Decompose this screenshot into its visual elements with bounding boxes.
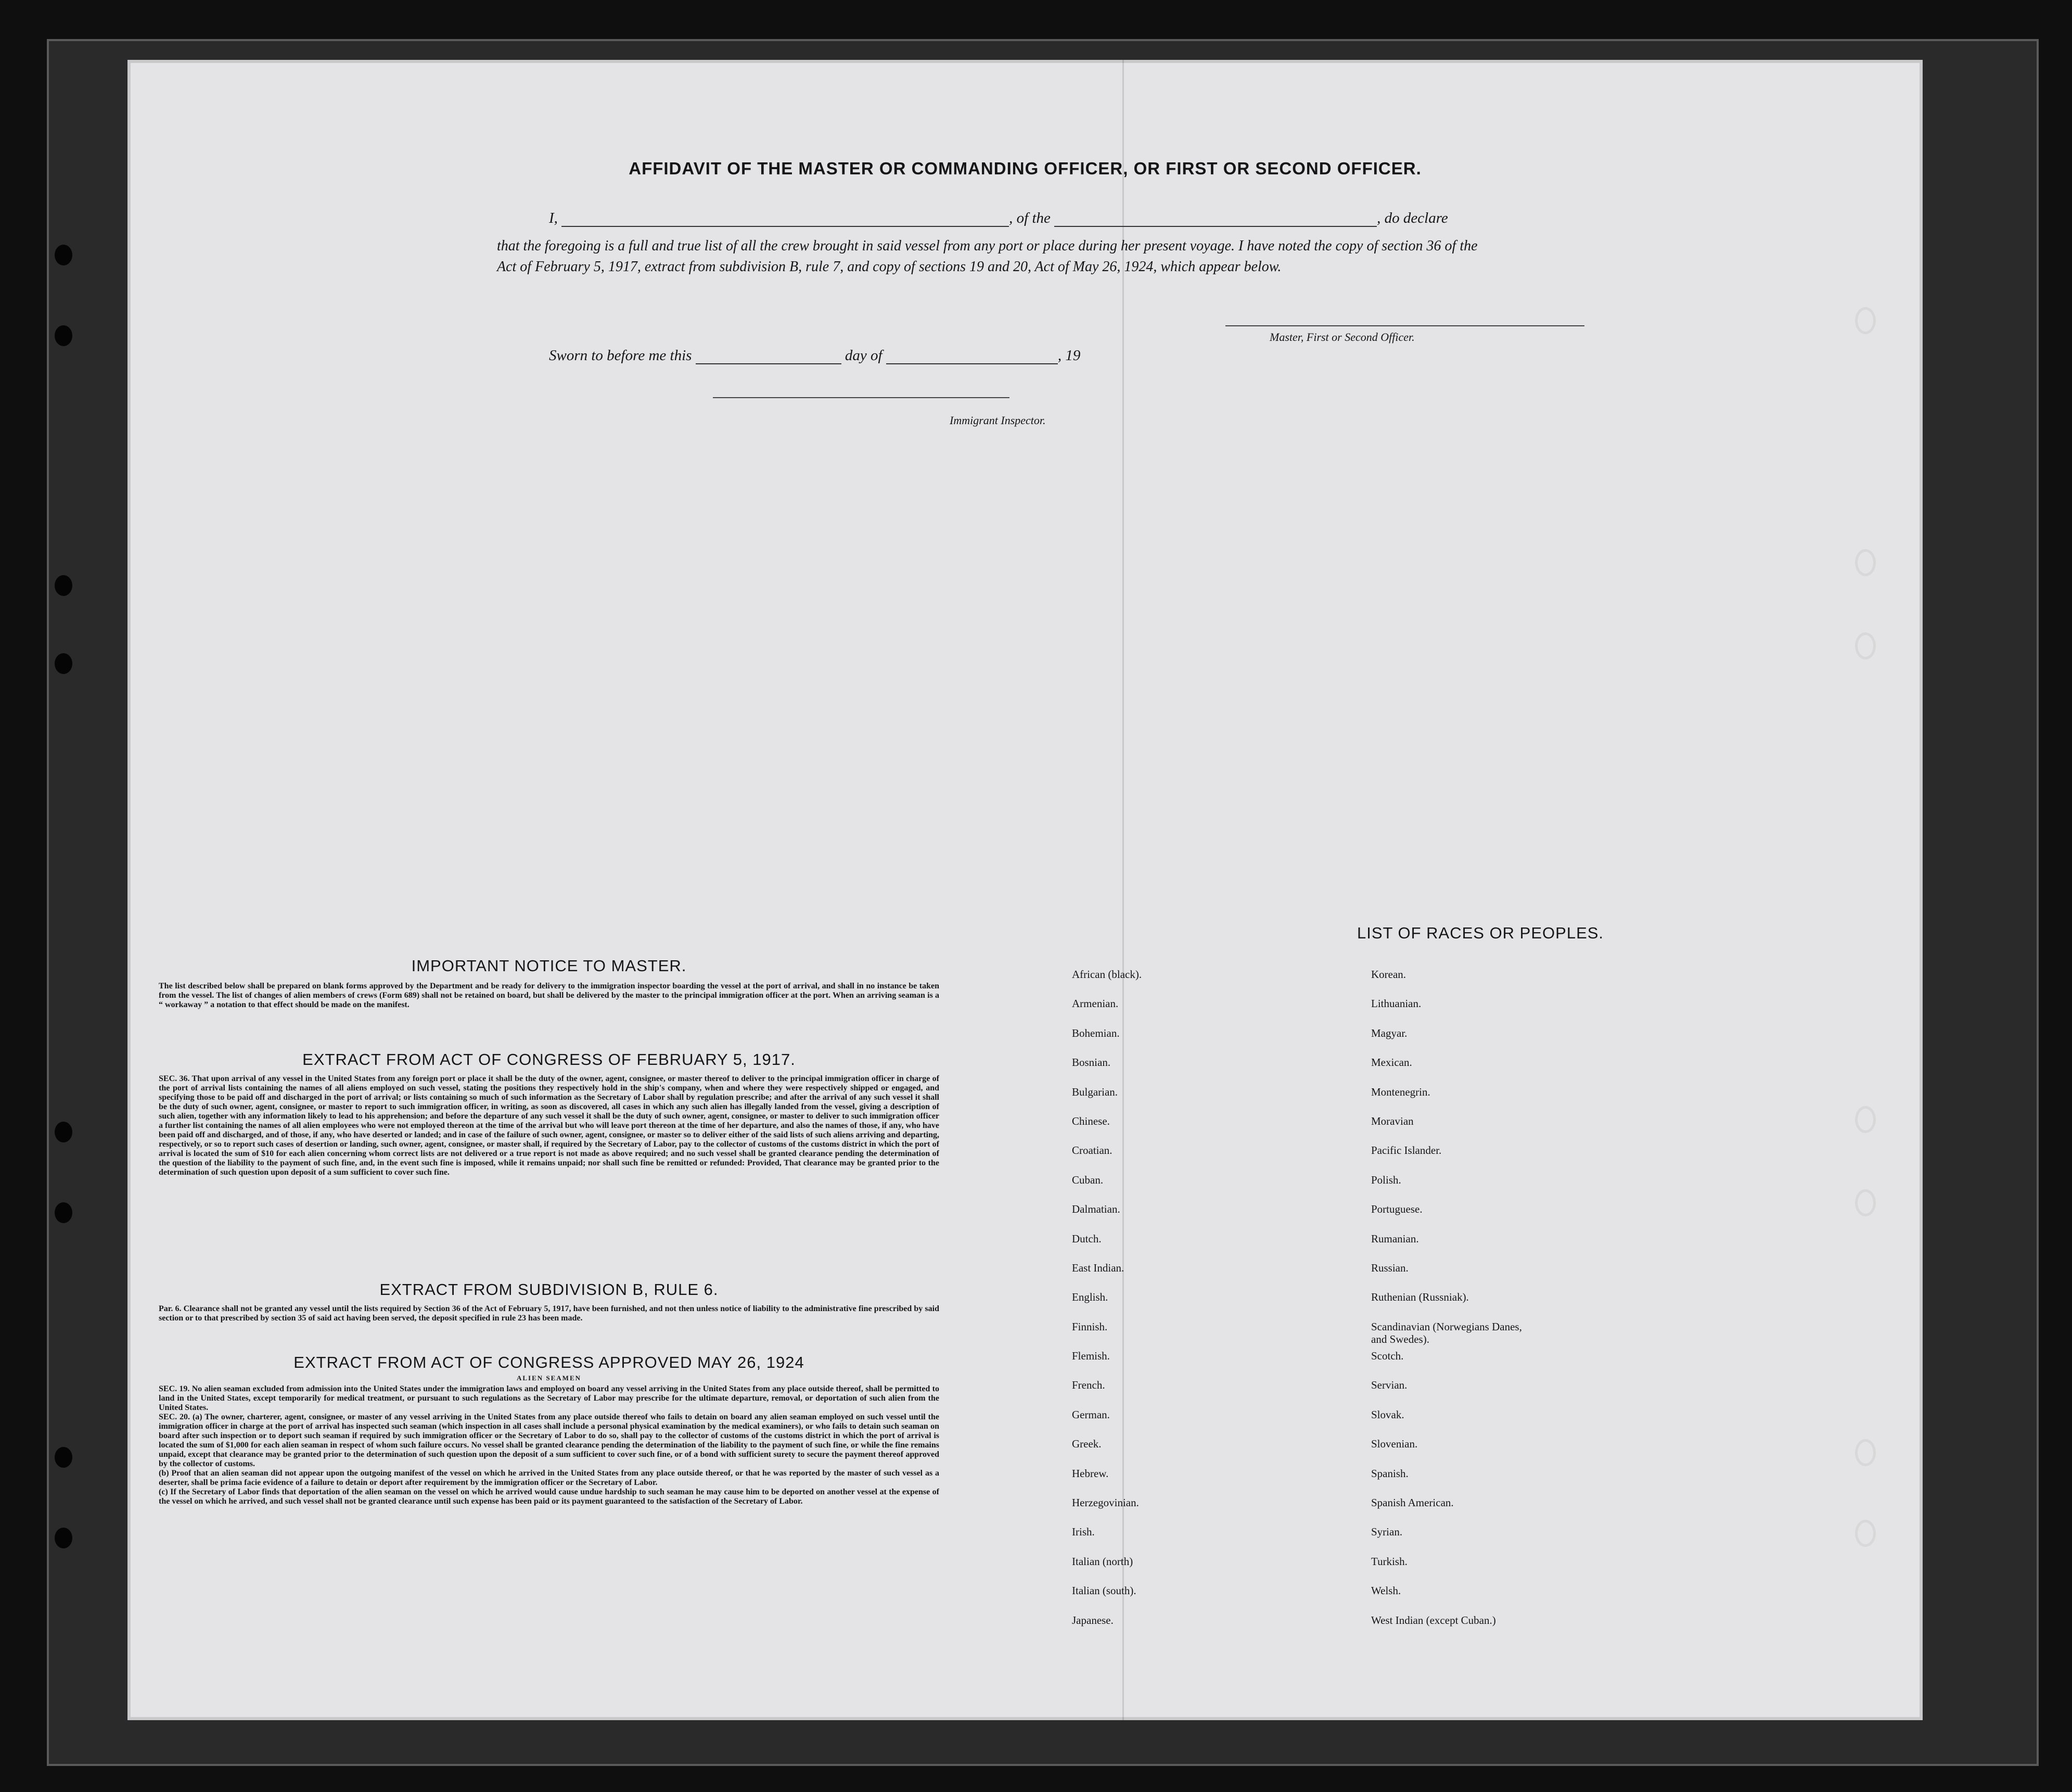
manifest-page	[127, 60, 1923, 1720]
race-item: Syrian.	[1371, 1526, 1403, 1539]
sworn-month-blank[interactable]	[886, 363, 1058, 364]
race-item: Irish.	[1072, 1526, 1095, 1539]
race-item: Dalmatian.	[1072, 1203, 1120, 1216]
race-item: Moravian	[1371, 1114, 1414, 1127]
binder-hole	[55, 1528, 72, 1548]
binder-hole	[55, 1447, 72, 1468]
race-item: Flemish.	[1072, 1350, 1110, 1363]
binder-hole	[55, 1122, 72, 1142]
race-item: Herzegovinian.	[1072, 1496, 1139, 1509]
race-item: Italian (south).	[1072, 1584, 1136, 1597]
race-item: Russian.	[1371, 1261, 1409, 1274]
race-item: German.	[1072, 1408, 1110, 1421]
race-item: Scandinavian (Norwegians Danes, and Swedes).	[1371, 1320, 1522, 1345]
binder-ring	[1855, 307, 1876, 334]
race-item: Scotch.	[1371, 1350, 1404, 1363]
race-item: Bosnian.	[1072, 1056, 1111, 1069]
sworn-day-blank[interactable]	[696, 363, 841, 364]
master-signature-line[interactable]	[1225, 325, 1584, 326]
extract-1924-subtitle: ALIEN SEAMEN	[516, 1374, 582, 1382]
extract-1917-block	[159, 1050, 939, 1177]
races-title: LIST OF RACES OR PEOPLES.	[1357, 924, 1604, 942]
race-item: Finnish.	[1072, 1320, 1108, 1333]
race-item: Polish.	[1371, 1173, 1401, 1186]
binder-ring	[1855, 1189, 1876, 1216]
affidavit-body: that the foregoing is a full and true list of all the crew brought in said vessel from any port or place during her present voyage. I have noted the copy of section 36 of the Act of February 5, 1917, extract from subdivision B, rule 7, and copy of sections 19 and 20, Act of May 26, 1924, which appear below.	[497, 238, 1478, 275]
race-item: Armenian.	[1072, 997, 1119, 1010]
race-item: Welsh.	[1371, 1584, 1401, 1597]
race-item: English.	[1072, 1291, 1108, 1304]
inspector-signature-line[interactable]	[713, 397, 1009, 398]
race-item: Slovenian.	[1371, 1438, 1418, 1451]
sec20c-text: (c) If the Secretary of Labor finds that deportation of the alien seaman on the vessel on which he arrived would cause undue hardship to such seaman he may cause him to be deported on another vessel at the expense of the vessel on which he arrived, and such vessel shall not be granted clearance until such expense has been paid or its payment guaranteed to the satisfaction of the Secretary of Labor.	[159, 1488, 939, 1506]
races-column-2	[1371, 968, 1538, 1643]
race-item: Chinese.	[1072, 1114, 1110, 1127]
notice-block	[159, 957, 939, 1010]
race-item: Spanish American.	[1371, 1496, 1454, 1509]
race-item: Slovak.	[1371, 1408, 1404, 1421]
affidavit-title: AFFIDAVIT OF THE MASTER OR COMMANDING OFFICER, OR FIRST OR SECOND OFFICER.	[629, 159, 1422, 178]
race-item: African (black).	[1072, 968, 1142, 981]
extract-1917-body: SEC. 36. That upon arrival of any vessel in the United States from any foreign port or place it shall be the duty of the owner, agent, consignee, or master thereof to deliver to the principal immigration officer in charge of the port of arrival lists containing the names of all aliens employed on such vessel, stating the positions they respectively hold in the ship's company, when and where they were respectively shipped or engaged, and specifying those to be paid off and discharged in the port of arrival; or lists containing so much of such information as the Secretary of Labor shall by regulation prescribe; and after the arrival of any such vessel it shall be the duty of such owner, agent, consignee, or master to report to such immigration officer, in writing, as soon as discovered, all cases in which any such alien has illegally landed from the vessel, giving a description of such alien, together with any information likely to lead to his apprehension; and before the departure of any such vessel it shall be the duty of such owner, agent, consignee, or master to deliver to such immigration officer a further list containing the names of all alien employees who were not employed thereon at the time of the arrival but who will leave port thereon at the time of her departure, and also the names of those, if any, who have been paid off and discharged, and of those, if any, who have deserted or landed; and in case of the failure of such owner, agent, consignee, or master so to deliver either of the said lists of such aliens arriving and departing, respectively, or so to report such cases of desertion or landing, such owner, agent, consignee, or master shall, if required by the Secretary of Labor, pay to the collector of customs of the customs district in which the port of arrival is located the sum of $10 for each alien concerning whom correct lists are not delivered or a true report is not made as above required; and no such vessel shall be granted clearance pending the determination of the question of the liability to the payment of such fine, and, in the event such fine is imposed, while it remains unpaid; nor shall such fine be remitted or refunded: Provided, That clearance may be granted prior to the determination of such question upon deposit of a sum sufficient to cover such fine.	[159, 1074, 939, 1177]
race-item: East Indian.	[1072, 1261, 1124, 1274]
race-item: Ruthenian (Russniak).	[1371, 1291, 1469, 1304]
race-item: Mexican.	[1371, 1056, 1412, 1069]
of-the-label: , of the	[1009, 210, 1051, 226]
binder-hole	[55, 325, 72, 346]
sec20b-text: (b) Proof that an alien seaman did not appear upon the outgoing manifest of the vessel on which he arrived in the United States from any place outside thereof, or that he was reported by the master of such vessel as a deserter, shall be prima facie evidence of a failure to detain or deport after requirement by the immigration officer or the Secretary of Labor.	[159, 1469, 939, 1487]
race-item: Japanese.	[1072, 1613, 1114, 1626]
inspector-caption: Immigrant Inspector.	[950, 414, 1046, 427]
year-label: , 19	[1057, 347, 1081, 364]
race-item: Bulgarian.	[1072, 1085, 1118, 1098]
binder-ring	[1855, 1439, 1876, 1466]
vessel-blank[interactable]	[1054, 226, 1377, 227]
race-item: Cuban.	[1072, 1173, 1104, 1186]
sworn-label: Sworn to before me this	[549, 347, 692, 364]
binder-ring	[1855, 1106, 1876, 1133]
race-item: Portuguese.	[1371, 1203, 1423, 1216]
binder-ring	[1855, 632, 1876, 659]
races-column-1	[1072, 968, 1142, 1643]
notice-title: IMPORTANT NOTICE TO MASTER.	[411, 957, 687, 975]
race-item: Dutch.	[1072, 1232, 1102, 1245]
extract-rule6-block	[159, 1280, 939, 1323]
race-item: Magyar.	[1371, 1026, 1408, 1039]
race-item: Bohemian.	[1072, 1026, 1120, 1039]
extract-1924-block	[159, 1353, 939, 1506]
race-item: Servian.	[1371, 1379, 1408, 1392]
extract-1917-title: EXTRACT FROM ACT OF CONGRESS OF FEBRUARY 5, 1917.	[302, 1050, 796, 1069]
binder-hole	[55, 653, 72, 674]
race-item: Spanish.	[1371, 1467, 1409, 1480]
sworn-line	[549, 347, 1080, 364]
declaration-line	[549, 210, 1448, 227]
race-item: Turkish.	[1371, 1555, 1408, 1568]
binder-hole	[55, 575, 72, 596]
race-item: Rumanian.	[1371, 1232, 1419, 1245]
race-item: Croatian.	[1072, 1144, 1112, 1157]
name-blank[interactable]	[561, 226, 1009, 227]
binder-hole	[55, 1202, 72, 1223]
race-item: Greek.	[1072, 1438, 1102, 1451]
do-declare-label: , do declare	[1377, 210, 1448, 226]
binder-hole	[55, 245, 72, 265]
binder-ring	[1855, 549, 1876, 576]
notice-body: The list described below shall be prepared on blank forms approved by the Department and be ready for delivery to the immigration inspector boarding the vessel at the port of arrival, and shall in no instance be taken from the vessel. The list of changes of alien members of crews (Form 689) shall not be retained on board, but shall be delivered by the master to the principal immigration officer at the port. When an arriving seaman is a “ workaway ” a notation to that effect should be made on the manifest.	[159, 982, 939, 1009]
race-item: Pacific Islander.	[1371, 1144, 1442, 1157]
extract-rule6-title: EXTRACT FROM SUBDIVISION B, RULE 6.	[379, 1280, 719, 1299]
race-item: Montenegrin.	[1371, 1085, 1430, 1098]
race-item: West Indian (except Cuban.)	[1371, 1613, 1496, 1626]
race-item: French.	[1072, 1379, 1105, 1392]
race-item: Korean.	[1371, 968, 1406, 981]
master-caption: Master, First or Second Officer.	[1270, 331, 1415, 344]
extract-1924-title: EXTRACT FROM ACT OF CONGRESS APPROVED MAY 26, 1924	[293, 1353, 804, 1371]
binder-ring	[1855, 1520, 1876, 1547]
i-label: I,	[549, 210, 558, 226]
day-of-label: day of	[845, 347, 882, 364]
race-item: Italian (north)	[1072, 1555, 1133, 1568]
sec19-text: SEC. 19. No alien seaman excluded from admission into the United States under the immigration laws and employed on board any vessel arriving in the United States from any place outside thereof, shall be permitted to land in the United States, except temporarily for medical treatment, or pursuant to such regulations as the Secretary of Labor may prescribe for the ultimate departure, removal, or deportation of such alien from the United States.	[159, 1384, 939, 1412]
sec20a-text: SEC. 20. (a) The owner, charterer, agent, consignee, or master of any vessel arriving in the United States from any place outside thereof who fails to detain on board any alien seaman employed on such vessel until the immigration officer in charge at the port of arrival has inspected such seaman (which inspection in all cases shall include a personal physical examination by the medical examiners), or who fails to detain such seaman on board after such inspection or to deport such seaman if required by such immigration officer or the Secretary of Labor to do so, shall pay to the collector of customs of the customs district in which the port of arrival is located the sum of $1,000 for each alien seaman in respect of whom such failure occurs. No vessel shall be granted clearance pending the determination of the liability to the payment of such fine, or while the fine remains unpaid, except that clearance may be granted prior to the determination of such question upon the deposit of a sum sufficient to cover such fine, or of a bond with sufficient surety to secure the payment thereof approved by the collector of customs.	[159, 1413, 939, 1468]
race-item: Hebrew.	[1072, 1467, 1109, 1480]
extract-rule6-body: Par. 6. Clearance shall not be granted any vessel until the lists required by Section 36 of the Act of February 5, 1917, have been furnished, and not then unless notice of liability to the administrative fine prescribed by said section or to that prescribed by section 35 of said act having been served, the deposit specified in rule 23 has been made.	[159, 1304, 939, 1323]
race-item: Lithuanian.	[1371, 997, 1422, 1010]
